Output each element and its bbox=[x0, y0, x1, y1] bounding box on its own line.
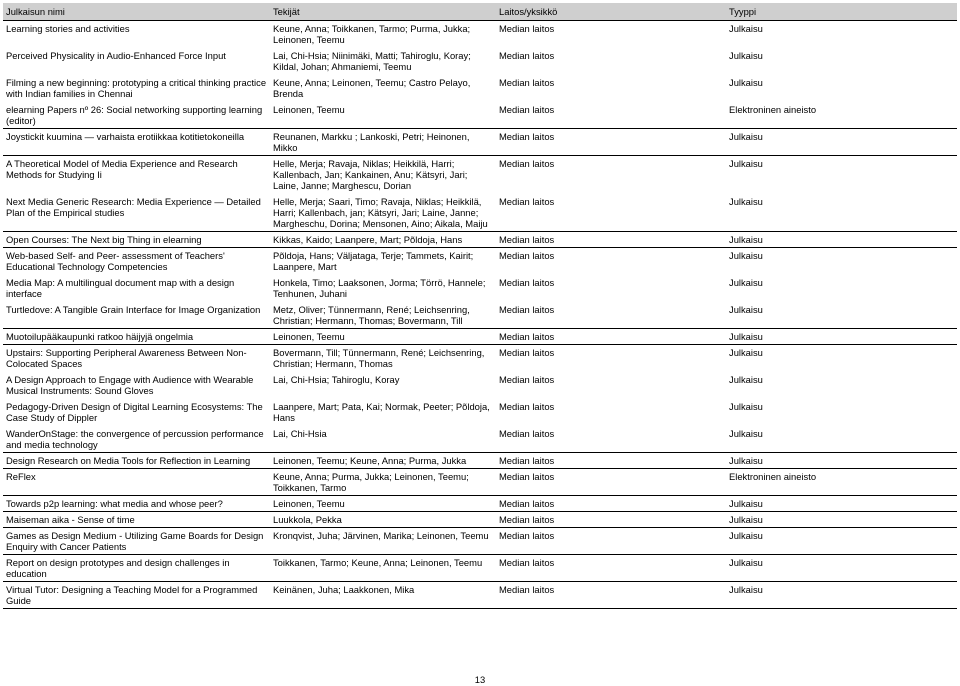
cell-title: Filming a new beginning: prototyping a critical thinking practice with Indian families in Chennai bbox=[6, 77, 267, 99]
cell-title: Next Media Generic Research: Media Experience — Detailed Plan of the Empirical studies bbox=[6, 196, 261, 218]
cell-title: Muotoilupääkaupunki ratkoo häijyjä ongelmia bbox=[3, 329, 270, 345]
cell-title: WanderOnStage: the convergence of percussion performance and media technology bbox=[6, 428, 264, 450]
table-row bbox=[3, 21, 957, 48]
table-row bbox=[3, 371, 957, 398]
cell-authors: Toikkanen, Tarmo; Keune, Anna; Leinonen, Teemu bbox=[270, 555, 496, 582]
cell-type: Julkaisu bbox=[726, 248, 957, 275]
cell-title: Virtual Tutor: Designing a Teaching Model for a Programmed Guide bbox=[3, 582, 270, 609]
table-row bbox=[3, 47, 957, 74]
cell-title: Maiseman aika - Sense of time bbox=[3, 512, 270, 528]
cell-unit: Median laitos bbox=[499, 428, 555, 439]
cell-unit: Median laitos bbox=[496, 453, 726, 469]
cell-title: Media Map: A multilingual document map with a design interface bbox=[6, 277, 235, 299]
table-row bbox=[3, 528, 957, 555]
cell-type: Elektroninen aineisto bbox=[729, 104, 817, 115]
cell-title: Towards p2p learning: what media and whose peer? bbox=[3, 496, 270, 512]
cell-type: Julkaisu bbox=[726, 528, 957, 555]
table-row bbox=[3, 274, 957, 301]
publications-table-body bbox=[3, 21, 957, 609]
cell-type: Julkaisu bbox=[726, 555, 957, 582]
table-row bbox=[3, 232, 957, 248]
cell-unit: Median laitos bbox=[496, 555, 726, 582]
cell-authors: Bovermann, Till; Tünnermann, René; Leichsenring, Christian; Hermann, Thomas bbox=[270, 345, 496, 372]
cell-unit: Median laitos bbox=[499, 50, 555, 61]
cell-unit: Median laitos bbox=[499, 304, 555, 315]
cell-type: Julkaisu bbox=[729, 196, 763, 207]
table-row bbox=[3, 193, 957, 232]
table-row bbox=[3, 329, 957, 345]
cell-unit: Median laitos bbox=[499, 23, 555, 34]
cell-authors: Helle, Merja; Ravaja, Niklas; Heikkilä, Harri; Kallenbach, Jan; Kankainen, Anu; Kätsyri, Jari; Laine, Janne; Marghescu, Dorian bbox=[270, 156, 496, 194]
cell-type: Julkaisu bbox=[729, 277, 763, 288]
cell-title: ReFlex bbox=[3, 469, 270, 496]
cell-title: Turtledove: A Tangible Grain Interface for Image Organization bbox=[6, 304, 261, 315]
cell-authors: Keune, Anna; Purma, Jukka; Leinonen, Teemu; Toikkanen, Tarmo bbox=[270, 469, 496, 496]
table-row bbox=[3, 398, 957, 425]
cell-unit: Median laitos bbox=[499, 401, 555, 412]
cell-unit: Median laitos bbox=[496, 129, 726, 156]
cell-authors: Honkela, Timo; Laaksonen, Jorma; Törrö, Hannele; Tenhunen, Juhani bbox=[273, 277, 486, 299]
cell-type: Julkaisu bbox=[726, 512, 957, 528]
cell-type: Julkaisu bbox=[729, 77, 763, 88]
cell-unit: Median laitos bbox=[496, 232, 726, 248]
header-unit: Laitos/yksikkö bbox=[496, 3, 726, 21]
cell-authors: Lai, Chi-Hsia; Tahiroglu, Koray bbox=[273, 374, 400, 385]
table-row bbox=[3, 101, 957, 129]
cell-title: Open Courses: The Next big Thing in elearning bbox=[3, 232, 270, 248]
cell-type: Julkaisu bbox=[729, 50, 763, 61]
header-authors: Tekijät bbox=[270, 3, 496, 21]
cell-unit: Median laitos bbox=[496, 512, 726, 528]
cell-authors: Helle, Merja; Saari, Timo; Ravaja, Niklas; Heikkilä, Harri; Kallenbach, jan; Kätsyri, Jari; Laine, Janne; Margheschu, Dorina; Mensonen, Aino; Aikala, Maiju bbox=[273, 196, 488, 229]
table-row bbox=[3, 582, 957, 609]
cell-unit: Median laitos bbox=[496, 582, 726, 609]
cell-authors: Lai, Chi-Hsia; Niinimäki, Matti; Tahiroglu, Koray; Kildal, Johan; Ahmaniemi, Teemu bbox=[273, 50, 471, 72]
table-row bbox=[3, 301, 957, 329]
cell-unit: Median laitos bbox=[496, 528, 726, 555]
cell-unit: Median laitos bbox=[499, 196, 555, 207]
cell-type: Julkaisu bbox=[726, 129, 957, 156]
cell-unit: Median laitos bbox=[496, 345, 726, 372]
cell-unit: Median laitos bbox=[496, 248, 726, 275]
table-row bbox=[3, 156, 957, 194]
cell-type: Julkaisu bbox=[726, 453, 957, 469]
table-row bbox=[3, 425, 957, 453]
cell-title: A Design Approach to Engage with Audience with Wearable Musical Instruments: Sound Gloves bbox=[6, 374, 254, 396]
table-row bbox=[3, 248, 957, 275]
cell-authors: Põldoja, Hans; Väljataga, Terje; Tammets, Kairit; Laanpere, Mart bbox=[270, 248, 496, 275]
cell-unit: Median laitos bbox=[499, 104, 555, 115]
cell-authors: Keune, Anna; Toikkanen, Tarmo; Purma, Jukka; Leinonen, Teemu bbox=[273, 23, 471, 45]
cell-authors: Metz, Oliver; Tünnermann, René; Leichsenring, Christian; Hermann, Thomas; Bovermann, Till bbox=[273, 304, 470, 326]
cell-title: A Theoretical Model of Media Experience and Research Methods for Studying Ii bbox=[3, 156, 270, 194]
header-type: Tyyppi bbox=[726, 3, 957, 21]
cell-unit: Median laitos bbox=[496, 329, 726, 345]
cell-title: Report on design prototypes and design challenges in education bbox=[3, 555, 270, 582]
cell-title: Perceived Physicality in Audio-Enhanced Force Input bbox=[6, 50, 226, 61]
cell-unit: Median laitos bbox=[496, 156, 726, 194]
cell-unit: Median laitos bbox=[496, 469, 726, 496]
cell-authors: Laanpere, Mart; Pata, Kai; Normak, Peeter; Põldoja, Hans bbox=[273, 401, 490, 423]
cell-authors: Luukkola, Pekka bbox=[270, 512, 496, 528]
cell-authors: Keinänen, Juha; Laakkonen, Mika bbox=[270, 582, 496, 609]
table-row bbox=[3, 512, 957, 528]
cell-authors: Leinonen, Teemu bbox=[270, 329, 496, 345]
cell-type: Julkaisu bbox=[726, 496, 957, 512]
cell-authors: Kronqvist, Juha; Järvinen, Marika; Leinonen, Teemu bbox=[270, 528, 496, 555]
cell-type: Julkaisu bbox=[729, 23, 763, 34]
cell-authors: Keune, Anna; Leinonen, Teemu; Castro Pelayo, Brenda bbox=[273, 77, 471, 99]
publications-table bbox=[3, 3, 957, 609]
cell-authors: Leinonen, Teemu bbox=[273, 104, 345, 115]
cell-unit: Median laitos bbox=[499, 374, 555, 385]
table-row bbox=[3, 496, 957, 512]
cell-title: Design Research on Media Tools for Reflection in Learning bbox=[3, 453, 270, 469]
cell-type: Elektroninen aineisto bbox=[726, 469, 957, 496]
cell-type: Julkaisu bbox=[726, 156, 957, 194]
cell-type: Julkaisu bbox=[729, 374, 763, 385]
table-row bbox=[3, 129, 957, 156]
cell-authors: Leinonen, Teemu; Keune, Anna; Purma, Jukka bbox=[270, 453, 496, 469]
cell-authors: Leinonen, Teemu bbox=[270, 496, 496, 512]
cell-type: Julkaisu bbox=[729, 428, 763, 439]
cell-title: Upstairs: Supporting Peripheral Awareness Between Non-Colocated Spaces bbox=[3, 345, 270, 372]
cell-title: Joystickit kuumina — varhaista erotiikkaa kotitietokoneilla bbox=[3, 129, 270, 156]
cell-type: Julkaisu bbox=[729, 304, 763, 315]
table-row bbox=[3, 555, 957, 582]
cell-title: Learning stories and activities bbox=[6, 23, 130, 34]
header-title: Julkaisun nimi bbox=[3, 3, 270, 21]
table-row bbox=[3, 345, 957, 372]
cell-title: Pedagogy-Driven Design of Digital Learning Ecosystems: The Case Study of Dippler bbox=[6, 401, 263, 423]
page-number: 13 bbox=[474, 674, 486, 685]
cell-type: Julkaisu bbox=[726, 329, 957, 345]
table-row bbox=[3, 469, 957, 496]
cell-type: Julkaisu bbox=[726, 582, 957, 609]
table-row bbox=[3, 74, 957, 101]
cell-authors: Reunanen, Markku ; Lankoski, Petri; Heinonen, Mikko bbox=[270, 129, 496, 156]
cell-title: Games as Design Medium - Utilizing Game Boards for Design Enquiry with Cancer Patients bbox=[3, 528, 270, 555]
cell-type: Julkaisu bbox=[726, 232, 957, 248]
cell-unit: Median laitos bbox=[496, 496, 726, 512]
cell-type: Julkaisu bbox=[726, 345, 957, 372]
table-header-row bbox=[3, 3, 957, 21]
cell-title: Web-based Self- and Peer- assessment of Teachers' Educational Technology Competencies bbox=[3, 248, 270, 275]
cell-unit: Median laitos bbox=[499, 77, 555, 88]
table-row bbox=[3, 453, 957, 469]
cell-unit: Median laitos bbox=[499, 277, 555, 288]
cell-authors: Kikkas, Kaido; Laanpere, Mart; Põldoja, Hans bbox=[270, 232, 496, 248]
cell-authors: Lai, Chi-Hsia bbox=[273, 428, 327, 439]
cell-type: Julkaisu bbox=[729, 401, 763, 412]
cell-title: elearning Papers nº 26: Social networking supporting learning (editor) bbox=[6, 104, 263, 126]
